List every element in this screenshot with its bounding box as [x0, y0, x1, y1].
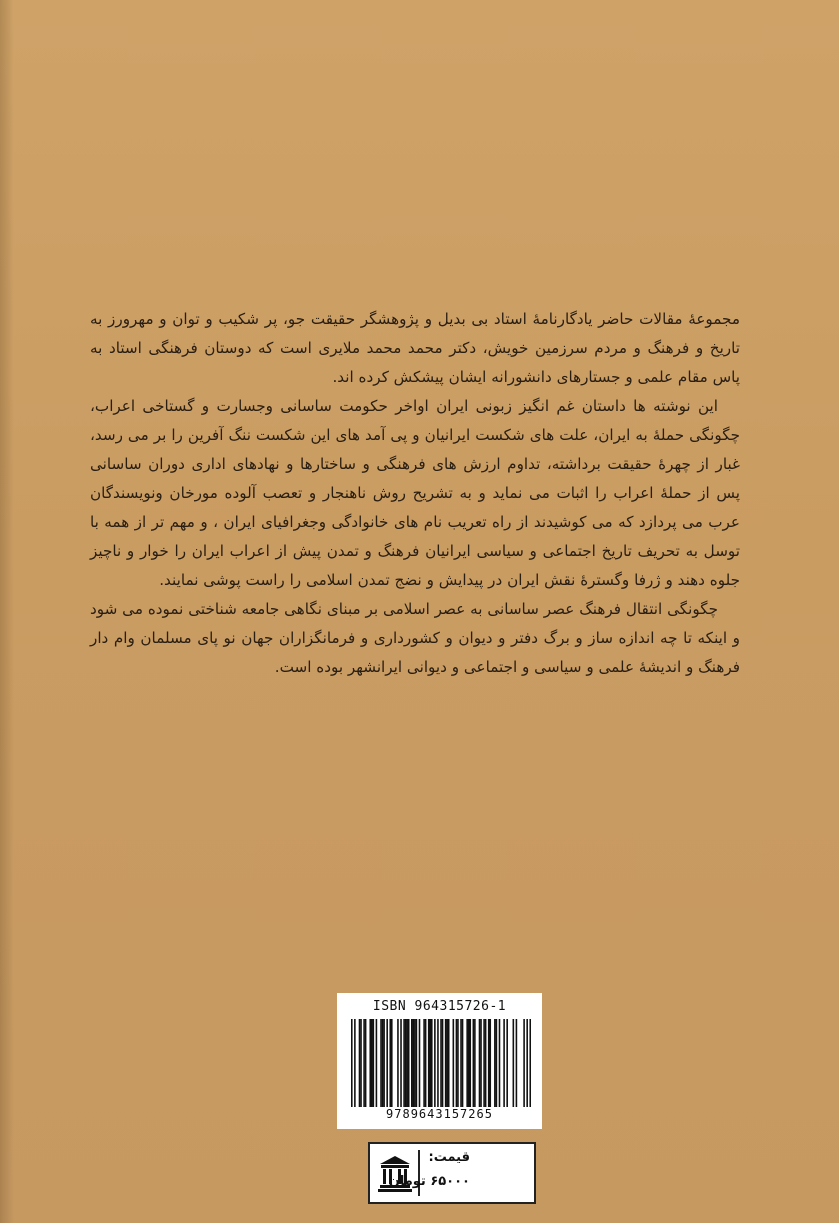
- barcode-bar: [416, 1019, 418, 1107]
- barcode-bar: [423, 1019, 425, 1107]
- barcode-bar: [391, 1019, 393, 1107]
- barcode-bar: [499, 1019, 501, 1107]
- barcode-bar: [380, 1019, 382, 1107]
- barcode-bar: [453, 1019, 455, 1107]
- barcode-bar: [503, 1019, 505, 1107]
- barcode-bar: [414, 1019, 416, 1107]
- barcode-bar: [360, 1019, 362, 1107]
- barcode-bar: [376, 1019, 378, 1107]
- price-value: ۶۵۰۰۰ تومان: [388, 1174, 470, 1189]
- barcode-bar: [456, 1019, 458, 1107]
- barcode-bar: [483, 1019, 485, 1107]
- barcode-bar: [413, 1019, 415, 1107]
- barcode-bar: [526, 1019, 528, 1107]
- price-sticker: [368, 1142, 536, 1204]
- barcode-bar: [386, 1019, 388, 1107]
- barcode-bar: [369, 1019, 371, 1107]
- barcode-bar: [506, 1019, 508, 1107]
- barcode-bar: [468, 1019, 470, 1107]
- barcode-bar: [363, 1019, 365, 1107]
- price-label: قیمت:: [428, 1150, 470, 1165]
- barcode-bar: [489, 1019, 491, 1107]
- barcode-bar: [434, 1019, 436, 1107]
- barcode-bar: [411, 1019, 413, 1107]
- barcode-bar: [516, 1019, 518, 1107]
- barcode-bar: [403, 1019, 405, 1107]
- blurb-paragraph-2: این نوشته ها داستان غم انگیز زبونی ایران اواخر حکومت ساسانی وجسارت و گستاخی اعراب، چگونگی حملهٔ به ایران، علت های شکست ایرانیان و پی آمد های این شکست ننگ آفرین را بر می رسد، غبار از چهرهٔ حقیقت برداشته، تداوم ارزش های فرهنگی و ساختارها و نهادهای اداری دوران ساسانی پس از حملهٔ اعراب را اثبات می نماید و به تشریح روش ناهنجار و تعصب آلوده مورخان ونویسندگان عرب می پردازد که می کوشیدند از راه تعریب نام های خانوادگی وجغرافیای ایران ، و مهم تر از همه با توسل به تحریف تاریخ اجتماعی و سیاسی ایرانیان فرهنگ و تمدن پیش از اعراب ایران را خوار و ناچیز جلوه دهند و ژرفا وگسترهٔ نقش ایران در پیدایش و نضج تمدن اسلامی را راست پوشی نمایند.: [90, 397, 740, 589]
- barcode-bars: [351, 1019, 531, 1107]
- barcode-bar: [474, 1019, 476, 1107]
- barcode-bar: [389, 1019, 391, 1107]
- barcode-bar: [442, 1019, 444, 1107]
- barcode-bar: [529, 1019, 531, 1107]
- barcode-bar: [429, 1019, 431, 1107]
- blurb-paragraph-1: مجموعهٔ مقالات حاضر یادگارنامهٔ استاد بی بدیل و پژوهشگر حقیقت جو، پر شکیب و توان و مهرورز به تاریخ و فرهنگ و مردم سرزمین خویش، دکتر محمد محمد ملایری است که دوستان فرهنگی استاد به پاس مقام علمی و جستارهای دانشورانه ایشان پیشکش کرده اند.: [90, 310, 740, 386]
- barcode-bar: [437, 1019, 439, 1107]
- barcode-bar: [446, 1019, 448, 1107]
- barcode-bar: [488, 1019, 490, 1107]
- barcode-bar: [371, 1019, 373, 1107]
- barcode-bar: [513, 1019, 515, 1107]
- barcode-bar: [373, 1019, 375, 1107]
- barcode-bar: [448, 1019, 450, 1107]
- barcode-bar: [440, 1019, 442, 1107]
- barcode-bar: [431, 1019, 433, 1107]
- barcode-bar: [479, 1019, 481, 1107]
- barcode-bar: [354, 1019, 356, 1107]
- barcode-bar: [382, 1019, 384, 1107]
- barcode-bar: [359, 1019, 361, 1107]
- barcode-label: [337, 993, 542, 1129]
- barcode-bar: [523, 1019, 525, 1107]
- isbn-number: ISBN 964315726-1: [372, 999, 507, 1014]
- barcode-bar: [408, 1019, 410, 1107]
- barcode-bar: [397, 1019, 399, 1107]
- barcode-bar: [457, 1019, 459, 1107]
- barcode-bar: [480, 1019, 482, 1107]
- barcode-bar: [460, 1019, 462, 1107]
- barcode-bar: [494, 1019, 496, 1107]
- barcode-bar: [419, 1019, 421, 1107]
- barcode-bar: [383, 1019, 385, 1107]
- barcode-bar: [496, 1019, 498, 1107]
- barcode-bar: [485, 1019, 487, 1107]
- barcode-bar: [400, 1019, 402, 1107]
- barcode-bar: [445, 1019, 447, 1107]
- barcode-bar: [405, 1019, 407, 1107]
- barcode-bar: [473, 1019, 475, 1107]
- barcode-bar: [428, 1019, 430, 1107]
- barcode-bar: [351, 1019, 353, 1107]
- barcode-bar: [466, 1019, 468, 1107]
- barcode-bar: [425, 1019, 427, 1107]
- barcode-bar: [365, 1019, 367, 1107]
- blurb-paragraph-3: چگونگی انتقال فرهنگ عصر ساسانی به عصر اسلامی بر مبنای نگاهی جامعه شناختی نموده می شود و اینکه تا چه اندازه ساز و برگ دفتر و دیوان و کشورداری و فرمانگزاران جهان نو پای مسلمان وام دار فرهنگ و اندیشهٔ علمی و سیاسی و اجتماعی و دیوانی ایرانشهر بوده است.: [90, 600, 740, 676]
- barcode-bar: [469, 1019, 471, 1107]
- barcode-bar: [462, 1019, 464, 1107]
- price-divider: [418, 1150, 420, 1196]
- spine-shadow: [0, 0, 14, 1223]
- blurb-text: [90, 305, 740, 682]
- barcode-bar: [406, 1019, 408, 1107]
- ean-digits: 9789643157265: [386, 1107, 493, 1121]
